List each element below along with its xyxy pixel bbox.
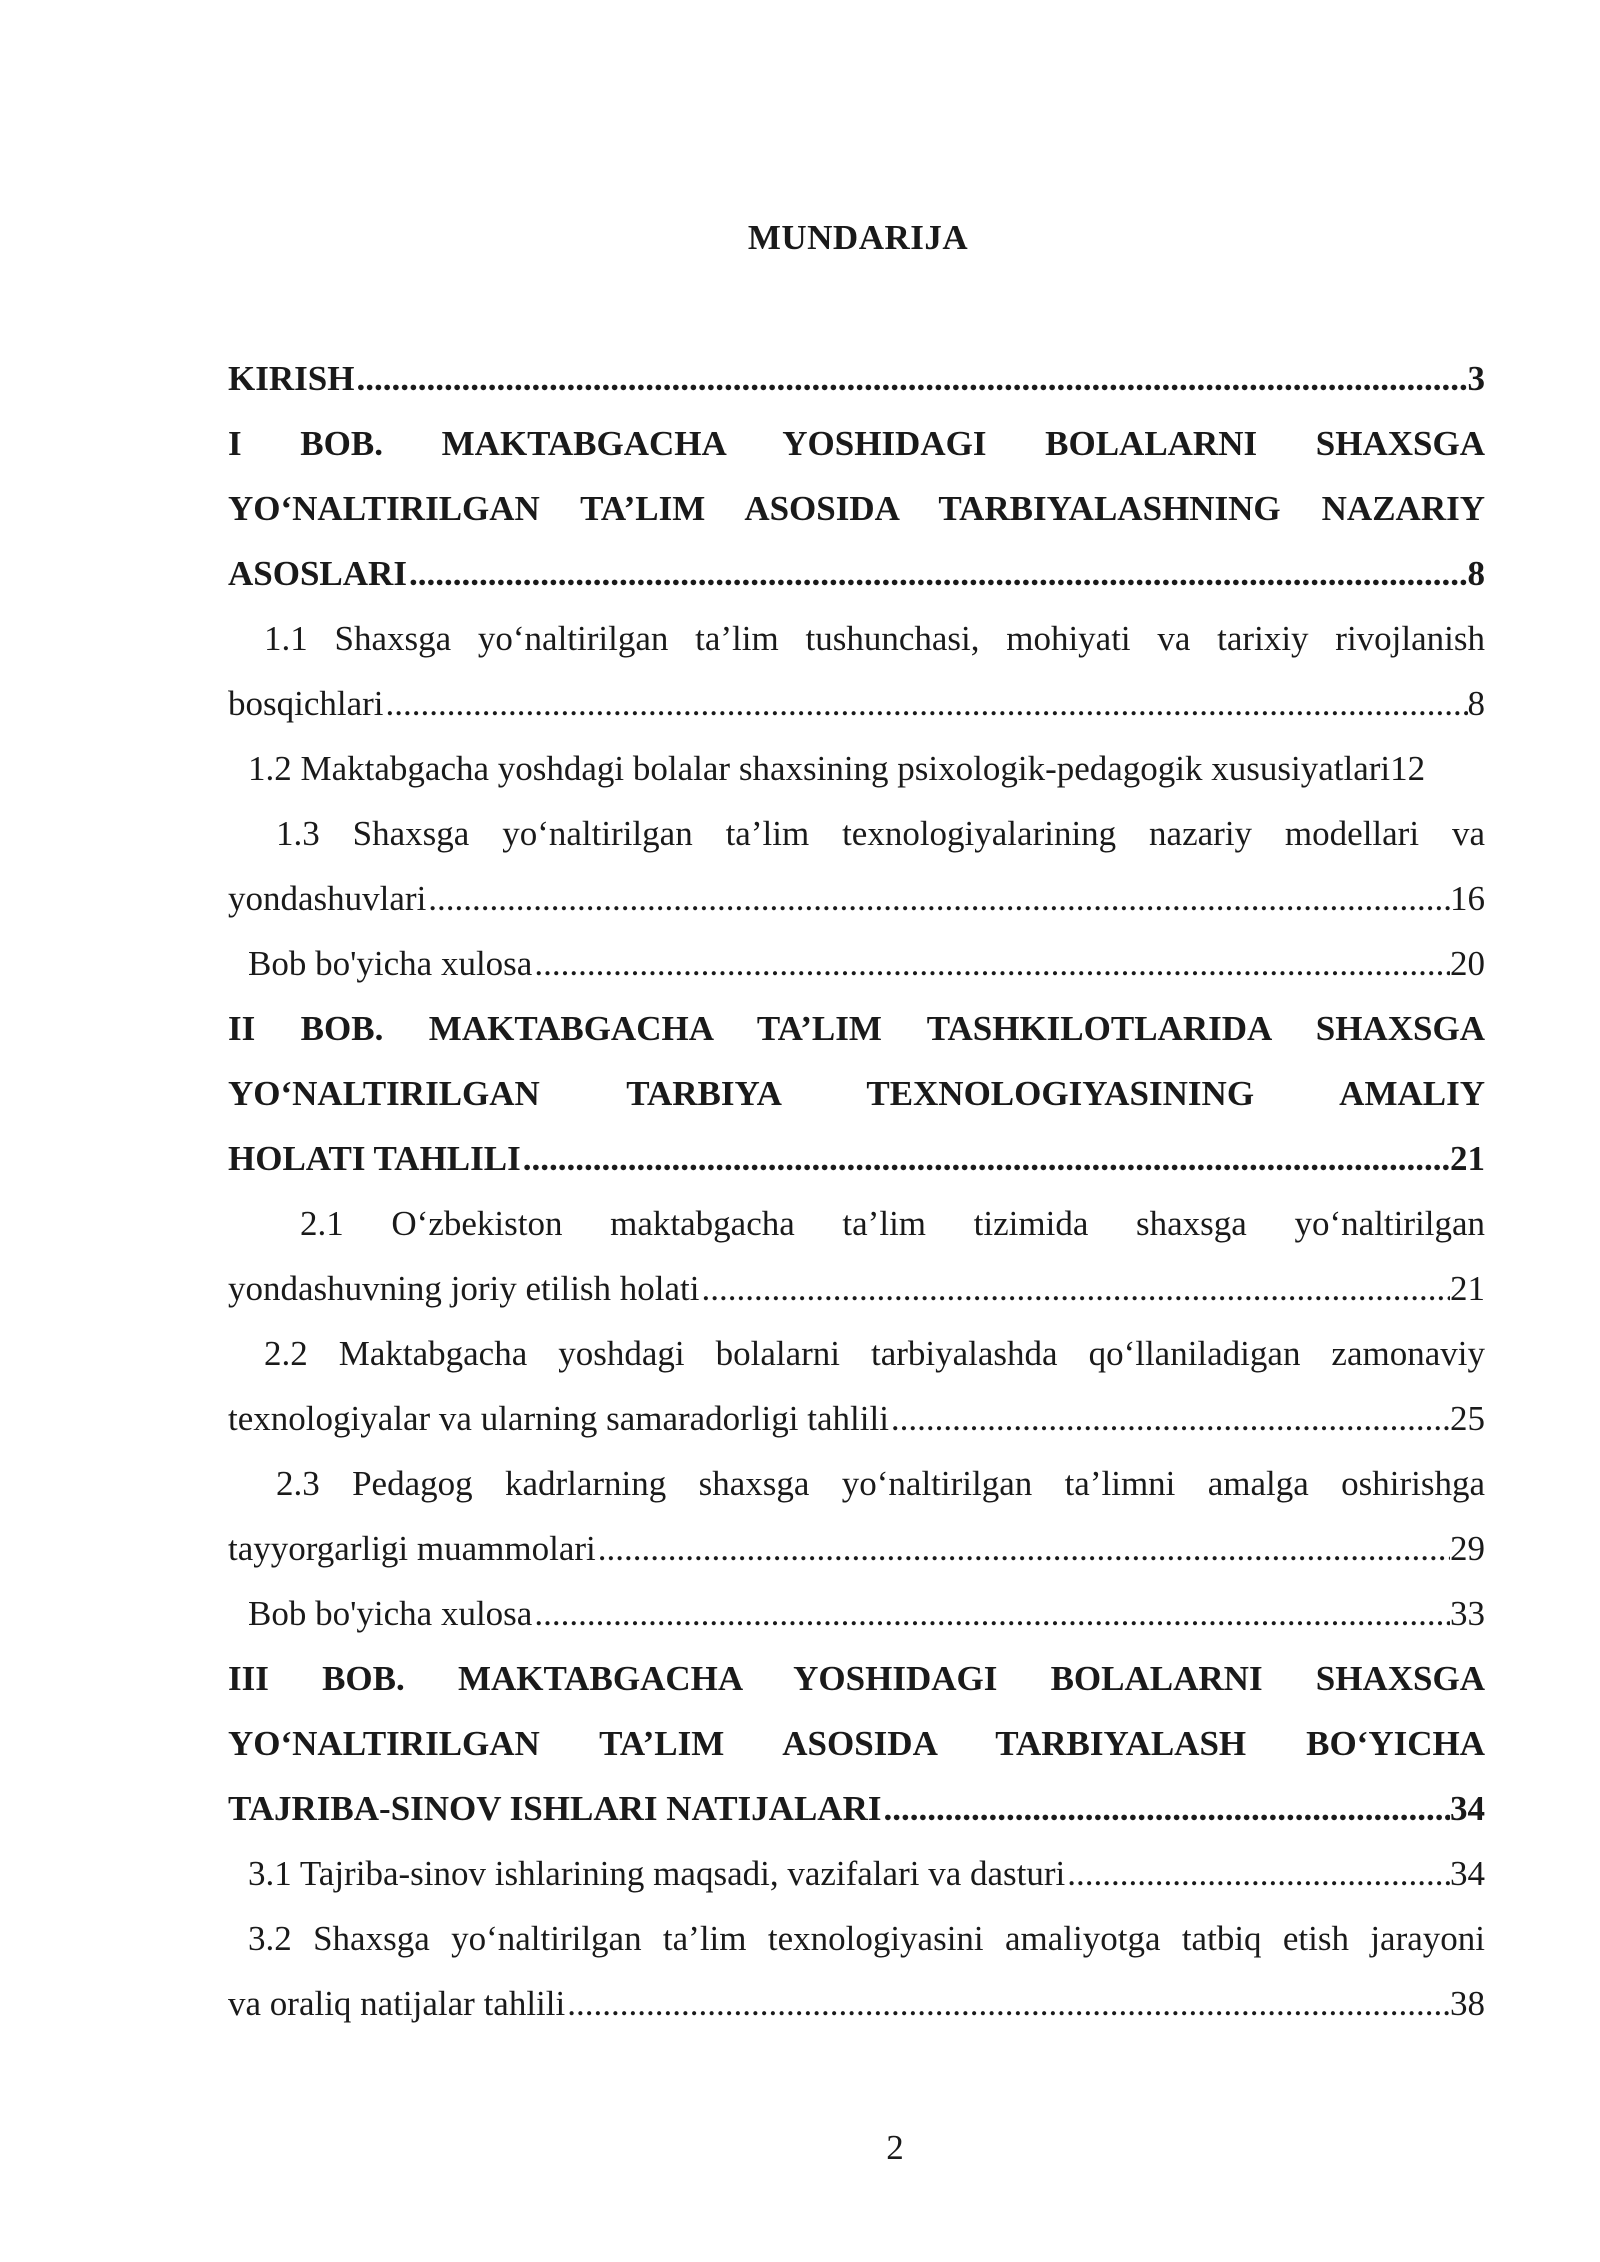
toc-entry-line: III BOB. MAKTABGACHA YOSHIDAGI BOLALARNI SHAXSGA	[228, 1659, 1485, 1698]
toc-entry-chapter-3[interactable]	[228, 1646, 1485, 1841]
toc-page-number: 8	[1467, 554, 1485, 593]
toc-entry-line: 1.1 Shaxsga yo‘naltirilgan ta’lim tushunchasi, mohiyati va tarixiy rivojlanish	[264, 619, 1485, 658]
toc-entry-section-1-1[interactable]	[228, 606, 1485, 736]
toc-page-number: 34	[1450, 1789, 1485, 1828]
dot-leader	[354, 346, 1467, 411]
toc-page-number: 8	[1467, 684, 1485, 723]
dot-leader	[565, 1971, 1450, 2036]
toc-entry-chapter-1-conclusion[interactable]	[228, 931, 1485, 996]
toc-entry-label: texnologiyalar va ularning samaradorligi tahlili	[228, 1399, 889, 1438]
toc-page-number: 3	[1467, 359, 1485, 398]
toc-entry-label: bosqichlari	[228, 684, 384, 723]
toc-page-number: 20	[1450, 944, 1485, 983]
toc-page-number: 12	[1390, 749, 1426, 788]
toc-entry-chapter-1[interactable]	[228, 411, 1485, 606]
toc-entry-label: yondashuvning joriy etilish holati	[228, 1269, 700, 1308]
toc-entry-introduction[interactable]	[228, 346, 1485, 411]
toc-entry-chapter-2[interactable]	[228, 996, 1485, 1191]
toc-entry-label: Bob bo'yicha xulosa	[248, 944, 533, 983]
toc-entry-section-1-2[interactable]	[228, 736, 1485, 801]
toc-entry-label: ASOSLARI	[228, 554, 407, 593]
toc-entry-line: YO‘NALTIRILGAN TARBIYA TEXNOLOGIYASINING AMALIY	[228, 1074, 1485, 1113]
toc-page-number: 34	[1450, 1854, 1485, 1893]
toc-title: MUNDARIJA	[747, 218, 969, 257]
dot-leader	[384, 671, 1468, 736]
dot-leader	[596, 1516, 1450, 1581]
toc-entry-section-2-1[interactable]	[228, 1191, 1485, 1321]
dot-leader	[532, 931, 1450, 996]
toc-entry-section-3-2[interactable]	[228, 1906, 1485, 2036]
table-of-contents	[228, 346, 1485, 2036]
toc-entry-label: 3.1 Tajriba-sinov ishlarining maqsadi, vazifalari va dasturi	[248, 1854, 1066, 1893]
toc-entry-line: 1.3 Shaxsga yo‘naltirilgan ta’lim texnologiyalarining nazariy modellari va	[276, 814, 1485, 853]
toc-entry-section-2-2[interactable]	[228, 1321, 1485, 1451]
toc-page-number: 29	[1450, 1529, 1485, 1568]
dot-leader	[532, 1581, 1450, 1646]
toc-entry-label: va oraliq natijalar tahlili	[228, 1984, 566, 2023]
toc-entry-section-3-1[interactable]	[228, 1841, 1485, 1906]
toc-entry-line: 2.2 Maktabgacha yoshdagi bolalarni tarbiyalashda qo‘llaniladigan zamonaviy	[264, 1334, 1485, 1373]
toc-entry-label: Bob bo'yicha xulosa	[248, 1594, 533, 1633]
toc-entry-label: tayyorgarligi muammolari	[228, 1529, 596, 1568]
toc-page-number: 21	[1450, 1269, 1485, 1308]
toc-entry-label: HOLATI TAHLILI	[228, 1139, 521, 1178]
dot-leader	[1065, 1841, 1450, 1906]
dot-leader	[881, 1776, 1450, 1841]
toc-entry-line: I BOB. MAKTABGACHA YOSHIDAGI BOLALARNI SHAXSGA	[228, 424, 1485, 463]
toc-page-number: 33	[1450, 1594, 1485, 1633]
dot-leader	[521, 1126, 1450, 1191]
toc-entry-line: YO‘NALTIRILGAN TA’LIM ASOSIDA TARBIYALASHNING NAZARIY	[228, 489, 1485, 528]
dot-leader	[407, 541, 1468, 606]
dot-leader	[426, 866, 1450, 931]
toc-page-number: 21	[1450, 1139, 1485, 1178]
page-number: 2	[886, 2128, 904, 2167]
dot-leader	[700, 1256, 1451, 1321]
toc-entry-label: TAJRIBA-SINOV ISHLARI NATIJALARI	[228, 1789, 882, 1828]
toc-page-number: 16	[1450, 879, 1485, 918]
toc-entry-line: II BOB. MAKTABGACHA TA’LIM TASHKILOTLARIDA SHAXSGA	[228, 1009, 1485, 1048]
toc-entry-line: 3.2 Shaxsga yo‘naltirilgan ta’lim texnologiyasini amaliyotga tatbiq etish jarayoni	[248, 1919, 1485, 1958]
toc-page-number: 25	[1450, 1399, 1485, 1438]
toc-entry-chapter-2-conclusion[interactable]	[228, 1581, 1485, 1646]
toc-entry-line: YO‘NALTIRILGAN TA’LIM ASOSIDA TARBIYALASH BO‘YICHA	[228, 1724, 1485, 1763]
toc-entry-section-1-3[interactable]	[228, 801, 1485, 931]
toc-entry-label: KIRISH	[228, 359, 355, 398]
toc-entry-label: 1.2 Maktabgacha yoshdagi bolalar shaxsining psixologik-pedagogik xususiyatlari	[248, 749, 1391, 788]
toc-entry-line: 2.1 O‘zbekiston maktabgacha ta’lim tizimida shaxsga yo‘naltirilgan	[300, 1204, 1485, 1243]
toc-entry-label: yondashuvlari	[228, 879, 427, 918]
toc-entry-section-2-3[interactable]	[228, 1451, 1485, 1581]
toc-page-number: 38	[1450, 1984, 1485, 2023]
toc-entry-line: 2.3 Pedagog kadrlarning shaxsga yo‘naltirilgan ta’limni amalga oshirishga	[276, 1464, 1485, 1503]
dot-leader	[889, 1386, 1450, 1451]
